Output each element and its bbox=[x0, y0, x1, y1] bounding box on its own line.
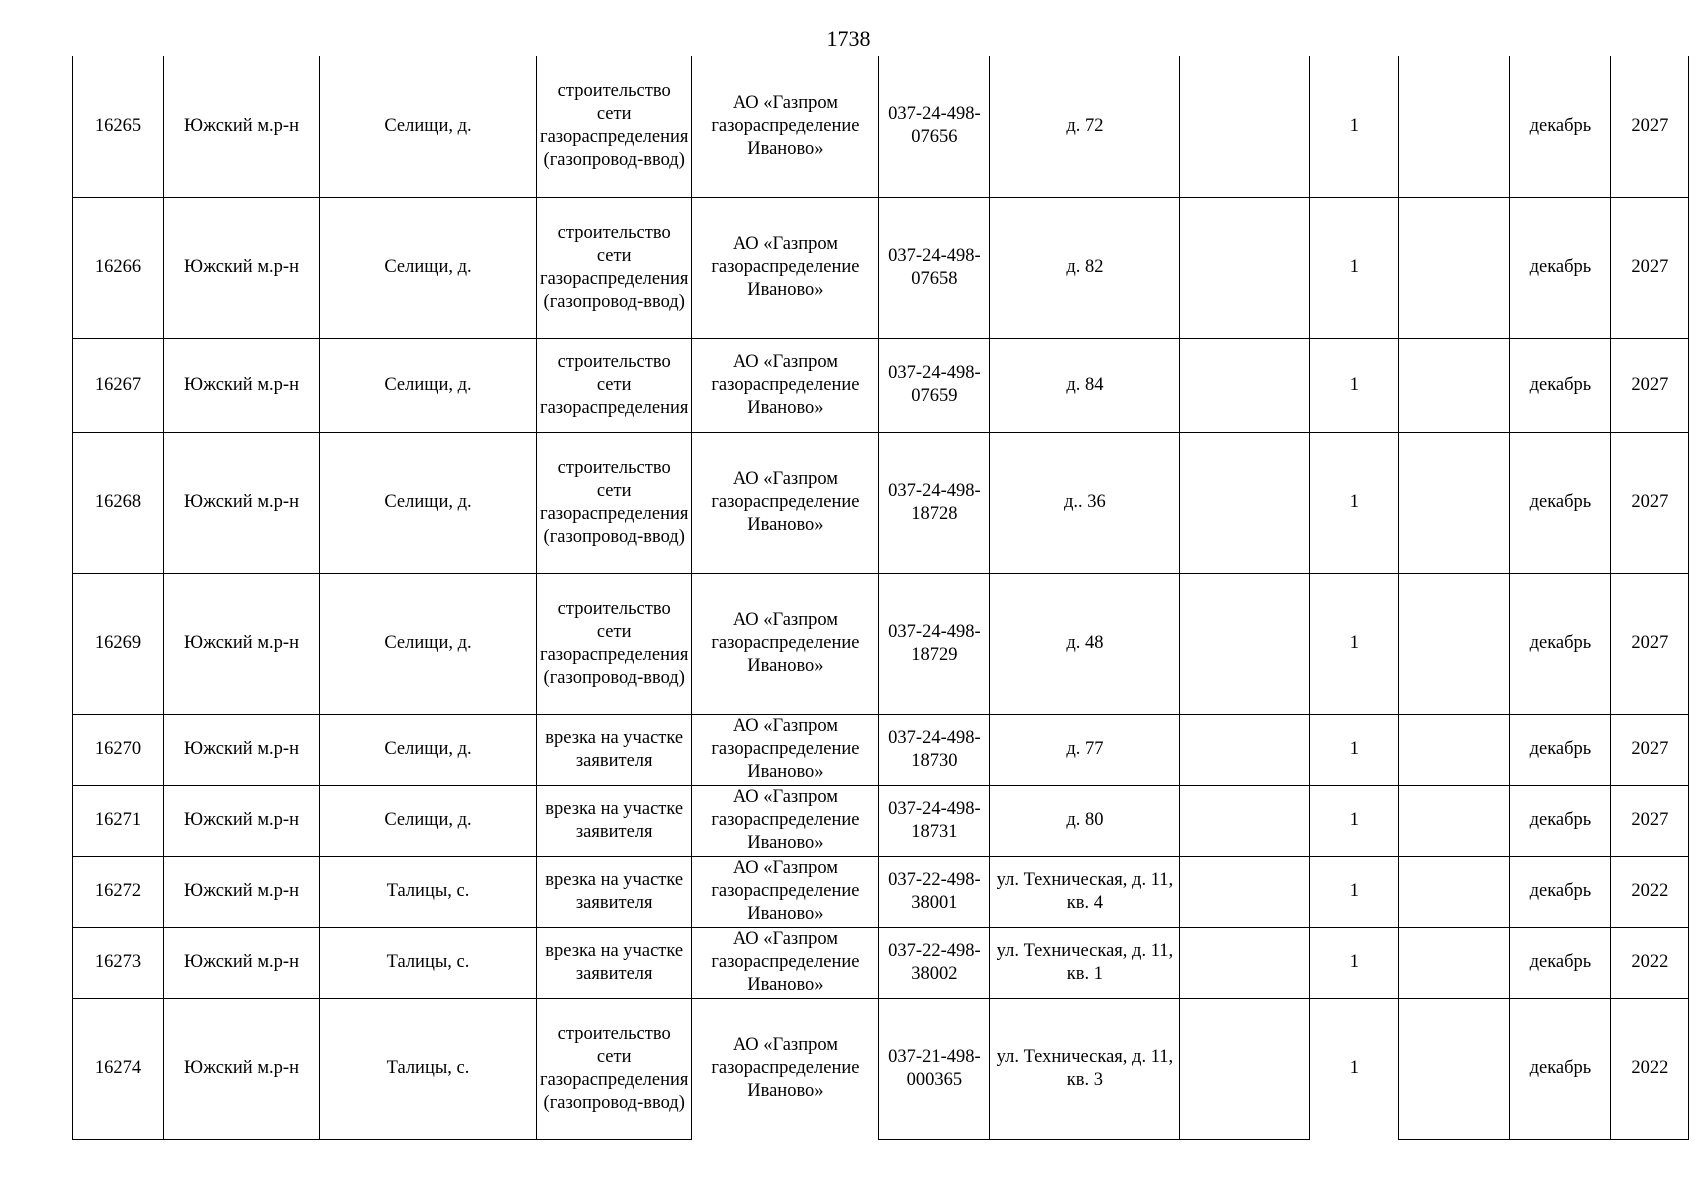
application-id-cell: 037-22-498-38002 bbox=[879, 927, 990, 998]
address-cell: ул. Техническая, д. 11, кв. 3 bbox=[990, 998, 1180, 1139]
work-type-cell: врезка на участке заявителя bbox=[537, 714, 692, 785]
settlement-cell: Селищи, д. bbox=[320, 197, 537, 338]
row-number: 16271 bbox=[73, 785, 164, 856]
row-number: 16268 bbox=[73, 432, 164, 573]
empty-cell bbox=[1180, 856, 1310, 927]
work-type-cell: врезка на участке заявителя bbox=[537, 927, 692, 998]
settlement-cell: Талицы, с. bbox=[320, 927, 537, 998]
district-cell: Южский м.р-н bbox=[164, 785, 320, 856]
year-cell: 2027 bbox=[1611, 785, 1689, 856]
row-number: 16269 bbox=[73, 573, 164, 714]
address-cell: д. 80 bbox=[990, 785, 1180, 856]
empty-cell bbox=[1399, 714, 1510, 785]
organization-cell: АО «Газпром газораспределение Иваново» bbox=[692, 856, 879, 927]
quantity-cell: 1 bbox=[1310, 56, 1399, 197]
address-cell: д.. 36 bbox=[990, 432, 1180, 573]
year-cell: 2027 bbox=[1611, 197, 1689, 338]
organization-cell: АО «Газпром газораспределение Иваново» bbox=[692, 338, 879, 432]
quantity-cell: 1 bbox=[1310, 714, 1399, 785]
address-cell: ул. Техническая, д. 11, кв. 4 bbox=[990, 856, 1180, 927]
organization-cell: АО «Газпром газораспределение Иваново» bbox=[692, 714, 879, 785]
empty-cell bbox=[1180, 785, 1310, 856]
month-cell: декабрь bbox=[1510, 785, 1611, 856]
organization-cell: АО «Газпром газораспределение Иваново» bbox=[692, 927, 879, 998]
work-type-cell: врезка на участке заявителя bbox=[537, 785, 692, 856]
empty-cell bbox=[1399, 998, 1510, 1139]
address-cell: д. 82 bbox=[990, 197, 1180, 338]
month-cell: декабрь bbox=[1510, 714, 1611, 785]
settlement-cell: Селищи, д. bbox=[320, 573, 537, 714]
district-cell: Южский м.р-н bbox=[164, 714, 320, 785]
table-row bbox=[73, 197, 1689, 338]
organization-cell: АО «Газпром газораспределение Иваново» bbox=[692, 998, 879, 1139]
year-cell: 2027 bbox=[1611, 573, 1689, 714]
district-cell: Южский м.р-н bbox=[164, 573, 320, 714]
empty-cell bbox=[1399, 432, 1510, 573]
row-number: 16272 bbox=[73, 856, 164, 927]
district-cell: Южский м.р-н bbox=[164, 338, 320, 432]
empty-cell bbox=[1399, 56, 1510, 197]
organization-cell: АО «Газпром газораспределение Иваново» bbox=[692, 785, 879, 856]
quantity-cell: 1 bbox=[1310, 197, 1399, 338]
work-type-cell: строительство сети газораспределения (газопровод-ввод) bbox=[537, 573, 692, 714]
month-cell: декабрь bbox=[1510, 927, 1611, 998]
work-type-cell: строительство сети газораспределения (газопровод-ввод) bbox=[537, 998, 692, 1139]
month-cell: декабрь bbox=[1510, 197, 1611, 338]
month-cell: декабрь bbox=[1510, 856, 1611, 927]
empty-cell bbox=[1399, 338, 1510, 432]
month-cell: декабрь bbox=[1510, 432, 1611, 573]
application-id-cell: 037-24-498-18731 bbox=[879, 785, 990, 856]
year-cell: 2022 bbox=[1611, 998, 1689, 1139]
gasification-table bbox=[72, 56, 1689, 1140]
table-row bbox=[73, 432, 1689, 573]
year-cell: 2027 bbox=[1611, 714, 1689, 785]
application-id-cell: 037-24-498-18730 bbox=[879, 714, 990, 785]
application-id-cell: 037-24-498-07658 bbox=[879, 197, 990, 338]
district-cell: Южский м.р-н bbox=[164, 197, 320, 338]
empty-cell bbox=[1180, 927, 1310, 998]
application-id-cell: 037-21-498-000365 bbox=[879, 998, 990, 1139]
empty-cell bbox=[1180, 432, 1310, 573]
settlement-cell: Селищи, д. bbox=[320, 785, 537, 856]
work-type-cell: строительство сети газораспределения (газопровод-ввод) bbox=[537, 56, 692, 197]
address-cell: д. 77 bbox=[990, 714, 1180, 785]
organization-cell: АО «Газпром газораспределение Иваново» bbox=[692, 197, 879, 338]
application-id-cell: 037-24-498-18729 bbox=[879, 573, 990, 714]
row-number: 16270 bbox=[73, 714, 164, 785]
work-type-cell: строительство сети газораспределения bbox=[537, 338, 692, 432]
quantity-cell: 1 bbox=[1310, 338, 1399, 432]
district-cell: Южский м.р-н bbox=[164, 432, 320, 573]
month-cell: декабрь bbox=[1510, 573, 1611, 714]
settlement-cell: Селищи, д. bbox=[320, 432, 537, 573]
table-row bbox=[73, 927, 1689, 998]
district-cell: Южский м.р-н bbox=[164, 998, 320, 1139]
settlement-cell: Талицы, с. bbox=[320, 856, 537, 927]
row-number: 16266 bbox=[73, 197, 164, 338]
organization-cell: АО «Газпром газораспределение Иваново» bbox=[692, 56, 879, 197]
empty-cell bbox=[1399, 785, 1510, 856]
empty-cell bbox=[1399, 573, 1510, 714]
settlement-cell: Селищи, д. bbox=[320, 338, 537, 432]
address-cell: д. 72 bbox=[990, 56, 1180, 197]
table-row bbox=[73, 573, 1689, 714]
district-cell: Южский м.р-н bbox=[164, 927, 320, 998]
district-cell: Южский м.р-н bbox=[164, 856, 320, 927]
quantity-cell: 1 bbox=[1310, 785, 1399, 856]
address-cell: ул. Техническая, д. 11, кв. 1 bbox=[990, 927, 1180, 998]
application-id-cell: 037-22-498-38001 bbox=[879, 856, 990, 927]
table-row bbox=[73, 785, 1689, 856]
table-row bbox=[73, 56, 1689, 197]
application-id-cell: 037-24-498-07656 bbox=[879, 56, 990, 197]
empty-cell bbox=[1180, 714, 1310, 785]
empty-cell bbox=[1180, 197, 1310, 338]
quantity-cell: 1 bbox=[1310, 856, 1399, 927]
page-number: 1738 bbox=[826, 26, 871, 51]
work-type-cell: врезка на участке заявителя bbox=[537, 856, 692, 927]
organization-cell: АО «Газпром газораспределение Иваново» bbox=[692, 432, 879, 573]
work-type-cell: строительство сети газораспределения (газопровод-ввод) bbox=[537, 197, 692, 338]
empty-cell bbox=[1399, 927, 1510, 998]
year-cell: 2022 bbox=[1611, 856, 1689, 927]
table-row bbox=[73, 998, 1689, 1139]
year-cell: 2027 bbox=[1611, 56, 1689, 197]
quantity-cell: 1 bbox=[1310, 432, 1399, 573]
row-number: 16274 bbox=[73, 998, 164, 1139]
quantity-cell: 1 bbox=[1310, 573, 1399, 714]
settlement-cell: Селищи, д. bbox=[320, 56, 537, 197]
empty-cell bbox=[1180, 56, 1310, 197]
address-cell: д. 48 bbox=[990, 573, 1180, 714]
row-number: 16265 bbox=[73, 56, 164, 197]
table-row bbox=[73, 856, 1689, 927]
year-cell: 2027 bbox=[1611, 338, 1689, 432]
address-cell: д. 84 bbox=[990, 338, 1180, 432]
district-cell: Южский м.р-н bbox=[164, 56, 320, 197]
settlement-cell: Талицы, с. bbox=[320, 998, 537, 1139]
month-cell: декабрь bbox=[1510, 338, 1611, 432]
year-cell: 2022 bbox=[1611, 927, 1689, 998]
settlement-cell: Селищи, д. bbox=[320, 714, 537, 785]
empty-cell bbox=[1399, 197, 1510, 338]
month-cell: декабрь bbox=[1510, 998, 1611, 1139]
year-cell: 2027 bbox=[1611, 432, 1689, 573]
table-row bbox=[73, 714, 1689, 785]
empty-cell bbox=[1399, 856, 1510, 927]
work-type-cell: строительство сети газораспределения (газопровод-ввод) bbox=[537, 432, 692, 573]
quantity-cell: 1 bbox=[1310, 927, 1399, 998]
row-number: 16273 bbox=[73, 927, 164, 998]
month-cell: декабрь bbox=[1510, 56, 1611, 197]
application-id-cell: 037-24-498-18728 bbox=[879, 432, 990, 573]
empty-cell bbox=[1180, 338, 1310, 432]
quantity-cell: 1 bbox=[1310, 998, 1399, 1139]
empty-cell bbox=[1180, 998, 1310, 1139]
application-id-cell: 037-24-498-07659 bbox=[879, 338, 990, 432]
table-row bbox=[73, 338, 1689, 432]
empty-cell bbox=[1180, 573, 1310, 714]
row-number: 16267 bbox=[73, 338, 164, 432]
organization-cell: АО «Газпром газораспределение Иваново» bbox=[692, 573, 879, 714]
